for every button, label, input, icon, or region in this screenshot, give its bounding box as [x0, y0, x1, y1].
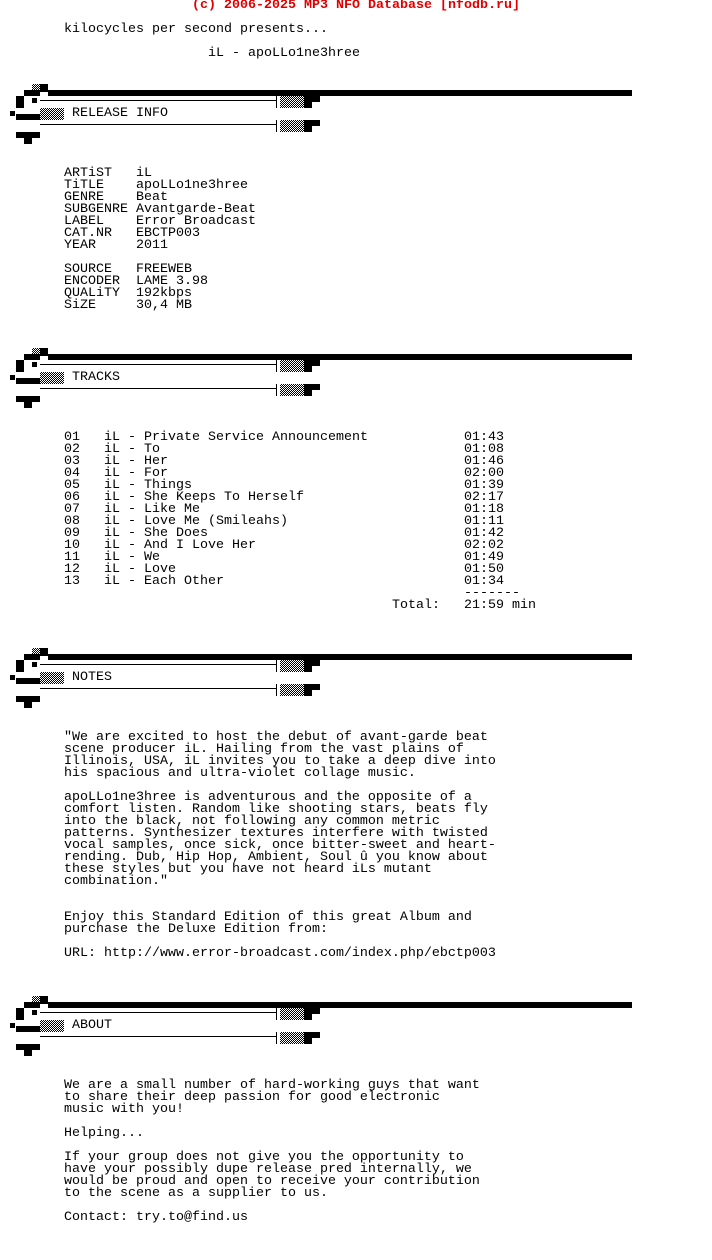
field-genre: GENRE: [64, 190, 104, 205]
track-title: iL - We: [104, 550, 160, 565]
field-subgenre-value: Avantgarde-Beat: [136, 202, 256, 217]
track-title: iL - Each Other: [104, 574, 224, 589]
release-name: iL - apoLLo1ne3hree: [208, 46, 360, 61]
field-title-value: apoLLo1ne3hree: [136, 178, 248, 193]
notes-url[interactable]: URL: http://www.error-broadcast.com/index.php/ebctp003: [64, 946, 496, 961]
field-catnr: CAT.NR: [64, 226, 112, 241]
notes-line: Enjoy this Standard Edition of this great Album and: [64, 910, 472, 925]
track-title: iL - Like Me: [104, 502, 200, 517]
notes-line: these styles but you have not heard iLs mutant: [64, 862, 432, 877]
track-title: iL - Her: [104, 454, 168, 469]
track-time: 01:43: [464, 430, 504, 445]
field-quality: QUALiTY: [64, 286, 120, 301]
field-year: YEAR: [64, 238, 96, 253]
notes-line: apoLLo1ne3hree is adventurous and the opposite of a: [64, 790, 472, 805]
track-time: 01:49: [464, 550, 504, 565]
track-time: 02:02: [464, 538, 504, 553]
track-row: 12: [64, 562, 80, 577]
field-title: TiTLE: [64, 178, 104, 193]
track-title: iL - Private Service Announcement: [104, 430, 368, 445]
total-separator: -------: [464, 586, 520, 601]
track-row: 06: [64, 490, 80, 505]
track-time: 02:17: [464, 490, 504, 505]
about-line: would be proud and open to receive your contribution: [64, 1174, 480, 1189]
section-header-about: [0, 996, 640, 1056]
field-subgenre: SUBGENRE: [64, 202, 128, 217]
presenter-line: kilocycles per second presents...: [64, 22, 328, 37]
about-line: to the scene as a supplier to us.: [64, 1186, 328, 1201]
section-title: RELEASE INFO: [72, 106, 168, 121]
notes-line: scene producer iL. Hailing from the vast plains of: [64, 742, 464, 757]
track-title: iL - Things: [104, 478, 192, 493]
track-title: iL - She Does: [104, 526, 208, 541]
track-title: iL - For: [104, 466, 168, 481]
total-label: Total:: [392, 598, 440, 613]
track-row: 02: [64, 442, 80, 457]
track-time: 01:50: [464, 562, 504, 577]
section-header-release-info: [0, 84, 640, 144]
notes-line: patterns. Synthesizer textures interfere with twisted: [64, 826, 488, 841]
field-genre-value: Beat: [136, 190, 168, 205]
field-quality-value: 192kbps: [136, 286, 192, 301]
track-row: 05: [64, 478, 80, 493]
track-row: 01: [64, 430, 80, 445]
field-encoder: ENCODER: [64, 274, 120, 289]
about-line: have your possibly dupe release pred internally, we: [64, 1162, 472, 1177]
track-title: iL - Love Me (Smileahs): [104, 514, 288, 529]
notes-line: "We are excited to host the debut of avant-garde beat: [64, 730, 488, 745]
track-row: 13: [64, 574, 80, 589]
field-catnr-value: EBCTP003: [136, 226, 200, 241]
field-encoder-value: LAME 3.98: [136, 274, 208, 289]
about-line: We are a small number of hard-working guys that want: [64, 1078, 480, 1093]
nfodb-credit: (c) 2006-2025 MP3 NFO Database [nfodb.ru]: [192, 0, 520, 13]
about-line: music with you!: [64, 1102, 184, 1117]
notes-line: vocal samples, once sick, once bitter-sweet and heart-: [64, 838, 496, 853]
section-header-tracks: [0, 348, 640, 408]
track-row: 07: [64, 502, 80, 517]
about-helping: Helping...: [64, 1126, 144, 1141]
about-contact[interactable]: Contact: try.to@find.us: [64, 1210, 248, 1225]
track-time: 01:39: [464, 478, 504, 493]
track-row: 11: [64, 550, 80, 565]
about-line: If your group does not give you the opportunity to: [64, 1150, 464, 1165]
notes-line: purchase the Deluxe Edition from:: [64, 922, 328, 937]
notes-line: comfort listen. Random like shooting stars, beats fly: [64, 802, 488, 817]
track-row: 09: [64, 526, 80, 541]
track-row: 04: [64, 466, 80, 481]
section-header-notes: [0, 648, 640, 708]
field-size: SiZE: [64, 298, 96, 313]
track-time: 02:00: [464, 466, 504, 481]
track-title: iL - She Keeps To Herself: [104, 490, 304, 505]
total-value: 21:59 min: [464, 598, 536, 613]
field-artist: ARTiST: [64, 166, 112, 181]
field-label: LABEL: [64, 214, 104, 229]
track-row: 03: [64, 454, 80, 469]
track-time: 01:46: [464, 454, 504, 469]
section-title: ABOUT: [72, 1018, 112, 1033]
track-time: 01:42: [464, 526, 504, 541]
track-title: iL - Love: [104, 562, 176, 577]
track-time: 01:08: [464, 442, 504, 457]
track-time: 01:18: [464, 502, 504, 517]
notes-line: Illinois, USA, iL invites you to take a deep dive into: [64, 754, 496, 769]
track-row: 08: [64, 514, 80, 529]
section-title: TRACKS: [72, 370, 120, 385]
notes-line: rending. Dub, Hip Hop, Ambient, Soul û you know about: [64, 850, 488, 865]
field-label-value: Error Broadcast: [136, 214, 256, 229]
notes-line: into the black, not following any common metric: [64, 814, 440, 829]
field-size-value: 30,4 MB: [136, 298, 192, 313]
notes-line: his spacious and ultra-violet collage music.: [64, 766, 416, 781]
notes-line: combination.": [64, 874, 168, 889]
track-time: 01:34: [464, 574, 504, 589]
track-title: iL - To: [104, 442, 160, 457]
field-source: SOURCE: [64, 262, 112, 277]
track-time: 01:11: [464, 514, 504, 529]
section-title: NOTES: [72, 670, 112, 685]
track-title: iL - And I Love Her: [104, 538, 256, 553]
field-year-value: 2011: [136, 238, 168, 253]
track-row: 10: [64, 538, 80, 553]
about-line: to share their deep passion for good electronic: [64, 1090, 440, 1105]
field-source-value: FREEWEB: [136, 262, 192, 277]
field-artist-value: iL: [136, 166, 152, 181]
